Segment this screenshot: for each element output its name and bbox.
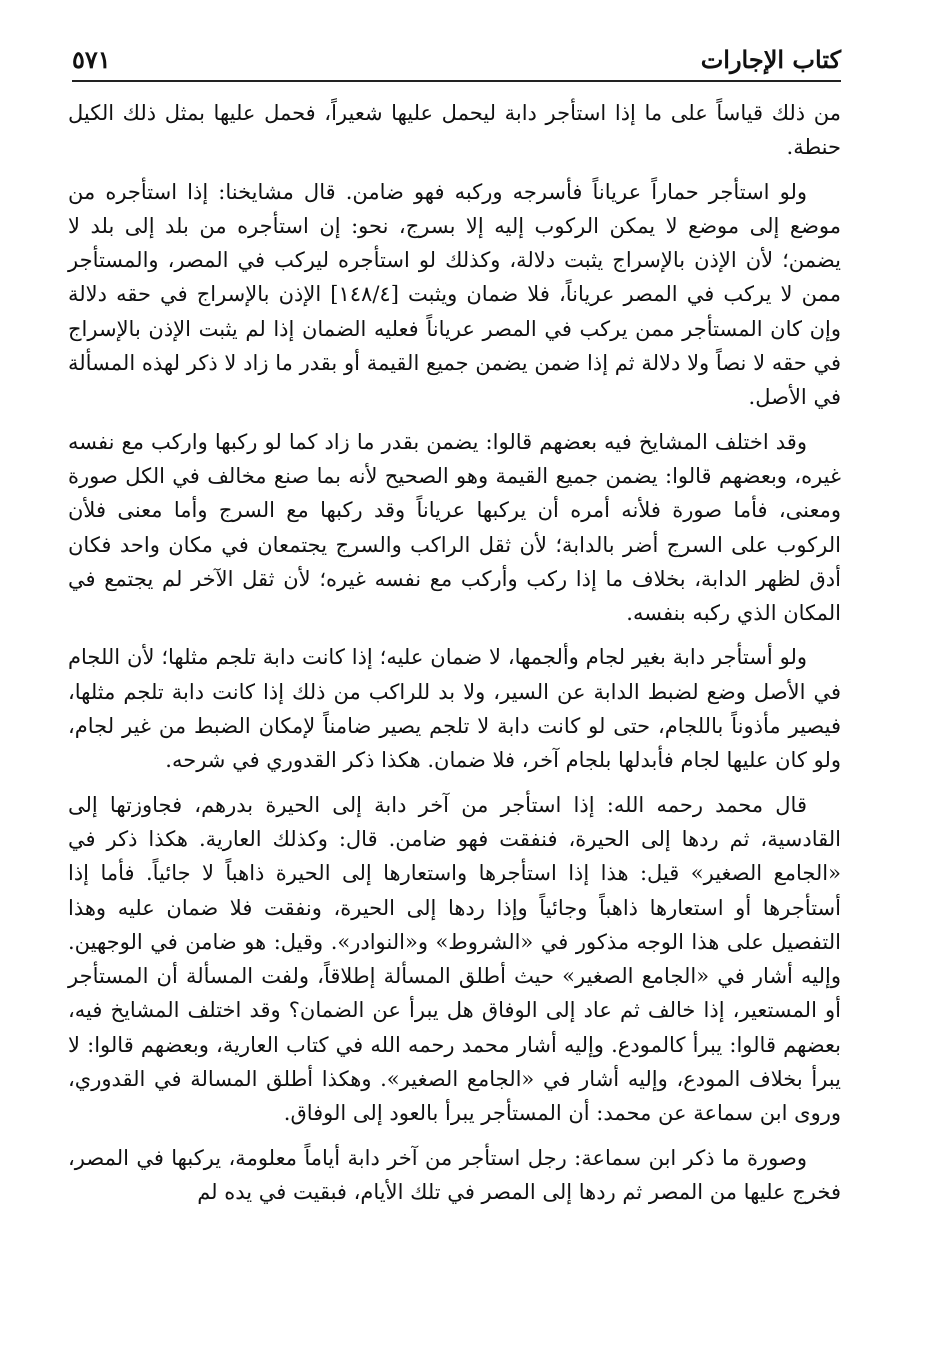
paragraph-3: وقد اختلف المشايخ فيه بعضهم قالوا: يضمن بقدر ما زاد كما لو ركبها واركب مع نفسه غيره، وبعضهم قالوا: يضمن جميع القيمة وهو الصحيح لأنه بما صنع مخالف في الكل صورة ومعنى، فأما صورة فلأنه أمره أن يركبها عرياناً وقد ركبها مع السرج وأما معنى فلأن الركوب على السرج أضر بالدابة؛ لأن ثقل الراكب والسرج يجتمعان في مكان واحد فكان أدق لظهر الدابة، بخلاف ما إذا ركب وأركب مع نفسه غيره؛ لأن ثقل الآخر لم يجتمع في المكان الذي ركبه بنفسه. [68, 429, 841, 626]
book-title: كتاب الإجارات [700, 45, 841, 74]
header-rule [72, 80, 841, 82]
running-head [72, 36, 841, 80]
paragraph-6: وصورة ما ذكر ابن سماعة: رجل استأجر من آخر دابة أياماً معلومة، يركبها في المصر، فخرج عليها من المصر ثم ردها إلى المصر في تلك الأيام، فبقيت في يده لم [68, 1145, 841, 1204]
page-number: ٥٧١ [72, 45, 111, 74]
paragraph-1: من ذلك قياساً على ما إذا استأجر دابة ليحمل عليها شعيراً، فحمل عليها بمثل ذلك الكيل حنطة. [68, 101, 841, 160]
paragraph-5: قال محمد رحمه الله: إذا استأجر من آخر دابة إلى الحيرة بدرهم، فجاوزتها إلى القادسية، ثم ردها إلى الحيرة، فنفقت فهو ضامن. قال: وكذلك العارية. هكذا ذكر في «الجامع الصغير» قيل: هذا إذا استأجرها واستعارها إلى الحيرة ذاهباً لا جائياً. فأما إذا أستأجرها أو استعارها ذاهباً وجائياً وإذا ردها إلى الحيرة، ونفقت فلا ضمان عليه وهذا التفصيل على هذا الوجه مذكور في «الشروط» و«النوادر». وقيل: هو ضامن في الوجهين. وإليه أشار في «الجامع الصغير» حيث أطلق المسألة إطلاقاً، ولفت المسألة أن المستأجر أو المستعير، إذا خالف ثم عاد إلى الوفاق هل يبرأ عن الضمان؟ وقد اختلف المشايخ فيه، بعضهم قالوا: يبرأ كالمودع. وإليه أشار محمد رحمه الله في كتاب العارية، وبعضهم قالوا: لا يبرأ بخلاف المودع، وإليه أشار في «الجامع الصغير». وهكذا أطلق المسالة في القدوري، وروى ابن سماعة عن محمد: أن المستأجر يبرأ بالعود إلى الوفاق. [68, 792, 841, 1126]
paragraph-4: ولو أستأجر دابة بغير لجام وألجمها، لا ضمان عليه؛ إذا كانت دابة تلجم مثلها؛ لأن اللجام في الأصل وضع لضبط الدابة عن السير، ولا بد للراكب من ذلك إذا كانت دابة تلجم مثلها، فيصير مأذوناً باللجام، حتى لو كانت دابة لا تلجم يصير ضامناً لإمكان الضبط من غير لجام، ولو كان عليها لجام فأبدلها بلجام آخر، فلا ضمان. هكذا ذكر القدوري في شرحه. [68, 645, 841, 773]
paragraph-2: ولو استأجر حماراً عرياناً فأسرجه وركبه فهو ضامن. قال مشايخنا: إذا استأجره من موضع إلى موضع لا يمكن الركوب إليه إلا بسرج، نحو: إن استأجره من بلد إلى بلد لا يضمن؛ لأن الإذن بالإسراج يثبت دلالة، وكذلك لو استأجره ليركب في المصر، والمستأجر ممن لا يركب في المصر عرياناً، فلا ضمان ويثبت [١٤٨/٤] الإذن بالإسراج في حقه دلالة وإن كان المستأجر ممن يركب في المصر عرياناً فعليه الضمان إذا لم يثبت الإذن بالإسراج في حقه لا نصاً ولا دلالة ثم إذا ضمن يضمن جميع القيمة أو بقدر ما زاد لا ذكر لهذه المسألة في الأصل. [68, 179, 841, 410]
body-text [68, 96, 841, 1219]
